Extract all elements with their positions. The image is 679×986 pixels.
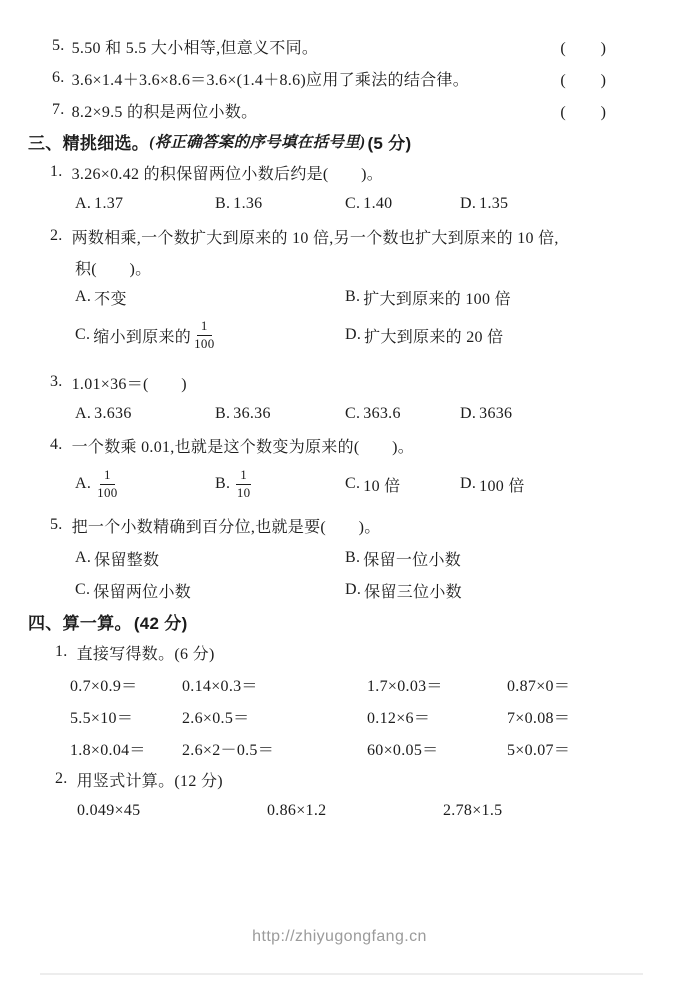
mc-question-5 bbox=[0, 508, 679, 542]
section-score: (5 分) bbox=[367, 133, 412, 153]
subquestion-2-heading bbox=[0, 764, 679, 794]
question-text: 8.2×9.5 的积是两位小数。 bbox=[71, 103, 258, 121]
option-c: C. 10 倍 bbox=[345, 475, 401, 495]
calc-item: 0.87×0＝ bbox=[507, 677, 571, 695]
question-number: 2. bbox=[50, 227, 63, 244]
calc-item: 1.8×0.04＝ bbox=[70, 741, 146, 759]
subquestion-title: 用竖式计算。(12 分) bbox=[76, 772, 223, 790]
option-c: C. 363.6 bbox=[345, 405, 401, 422]
calc-item: 7×0.08＝ bbox=[507, 709, 571, 727]
footer-url: http://zhiyugongfang.cn bbox=[252, 928, 427, 945]
mc-question-4-options bbox=[0, 460, 679, 508]
option-b: B. 保留一位小数 bbox=[345, 549, 462, 569]
section-title: 四、算一算。 bbox=[28, 613, 132, 633]
calc-item: 0.12×6＝ bbox=[367, 709, 431, 727]
mc-question-2-options-cd bbox=[0, 312, 679, 358]
mc-question-3 bbox=[0, 366, 679, 398]
option-c: C. 保留两位小数 bbox=[75, 581, 192, 601]
calc-item: 0.86×1.2 bbox=[267, 802, 327, 819]
mc-question-4 bbox=[0, 430, 679, 460]
mc-question-3-options bbox=[0, 398, 679, 430]
option-a: A. 不变 bbox=[75, 288, 127, 308]
option-a: A. 1.37 bbox=[75, 195, 124, 212]
question-number: 1. bbox=[50, 163, 63, 180]
option-d: D. 保留三位小数 bbox=[345, 581, 462, 601]
question-text: 1.01×36＝( ) bbox=[71, 375, 187, 393]
option-a: A. 保留整数 bbox=[75, 549, 160, 569]
section-instruction: (将正确答案的序号填在括号里) bbox=[149, 134, 366, 151]
subquestion-title: 直接写得数。(6 分) bbox=[76, 645, 215, 663]
answer-bracket: ( ) bbox=[560, 39, 607, 57]
option-d: D. 3636 bbox=[460, 405, 513, 422]
calc-item: 2.6×0.5＝ bbox=[182, 709, 250, 727]
section-4-heading bbox=[0, 606, 679, 636]
true-false-item-6 bbox=[0, 62, 679, 94]
option-a: A. 3.636 bbox=[75, 405, 132, 422]
question-number: 7. bbox=[52, 101, 65, 118]
true-false-item-5 bbox=[0, 30, 679, 62]
question-text: 把一个小数精确到百分位,也就是要( )。 bbox=[71, 518, 381, 536]
calc-item: 60×0.05＝ bbox=[367, 741, 439, 759]
option-d: D. 100 倍 bbox=[460, 475, 525, 495]
question-text: 3.26×0.42 的积保留两位小数后约是( )。 bbox=[71, 165, 384, 183]
question-text: 5.50 和 5.5 大小相等,但意义不同。 bbox=[71, 39, 319, 57]
calc-item: 5.5×10＝ bbox=[70, 709, 134, 727]
option-b: B. $\frac{1}{10}$ bbox=[215, 466, 251, 500]
mc-question-1-options bbox=[0, 188, 679, 220]
fraction: $\frac{1}{10}$ bbox=[236, 466, 251, 500]
mc-question-5-options-cd bbox=[0, 574, 679, 606]
section-3-heading bbox=[0, 126, 679, 156]
question-number: 3. bbox=[50, 373, 63, 390]
vertical-calc-row bbox=[0, 794, 679, 828]
question-number: 5. bbox=[52, 37, 65, 54]
question-number: 6. bbox=[52, 69, 65, 86]
question-number: 4. bbox=[50, 436, 63, 453]
answer-bracket: ( ) bbox=[560, 71, 607, 89]
option-b: B. 1.36 bbox=[215, 195, 263, 212]
calc-item: 5×0.07＝ bbox=[507, 741, 571, 759]
mc-question-5-options-ab bbox=[0, 542, 679, 574]
true-false-item-7 bbox=[0, 94, 679, 126]
option-a: A. $\frac{1}{100}$ bbox=[75, 466, 118, 500]
calc-item: 0.7×0.9＝ bbox=[70, 677, 138, 695]
question-number: 1. bbox=[55, 643, 68, 660]
answer-bracket: ( ) bbox=[560, 103, 607, 121]
option-c: C. 缩小到原来的 $\frac{1}{100}$ bbox=[75, 317, 215, 351]
calc-item: 2.78×1.5 bbox=[443, 802, 503, 819]
fraction: $\frac{1}{100}$ bbox=[194, 317, 215, 351]
calc-item: 0.049×45 bbox=[77, 802, 141, 819]
calc-row-2 bbox=[0, 700, 679, 732]
fraction: $\frac{1}{100}$ bbox=[97, 466, 118, 500]
mc-question-2 bbox=[0, 220, 679, 252]
calc-item: 1.7×0.03＝ bbox=[367, 677, 443, 695]
question-text: 3.6×1.4＋3.6×8.6＝3.6×(1.4＋8.6)应用了乘法的结合律。 bbox=[71, 71, 470, 89]
option-c: C. 1.40 bbox=[345, 195, 393, 212]
calc-item: 2.6×2－0.5＝ bbox=[182, 741, 275, 759]
calc-row-1 bbox=[0, 668, 679, 700]
calc-row-3 bbox=[0, 732, 679, 764]
question-number: 2. bbox=[55, 770, 68, 787]
option-d: D. 扩大到原来的 20 倍 bbox=[345, 326, 504, 346]
mc-question-2-options-ab bbox=[0, 282, 679, 312]
option-b: B. 扩大到原来的 100 倍 bbox=[345, 288, 511, 308]
question-text-line1: 两数相乘,一个数扩大到原来的 10 倍,另一个数也扩大到原来的 10 倍, bbox=[71, 229, 559, 247]
subquestion-1-heading bbox=[0, 636, 679, 668]
section-score: (42 分) bbox=[133, 613, 188, 633]
question-number: 5. bbox=[50, 516, 63, 533]
mc-question-2-line2 bbox=[0, 252, 679, 282]
option-b: B. 36.36 bbox=[215, 405, 271, 422]
question-text: 一个数乘 0.01,也就是这个数变为原来的( )。 bbox=[71, 438, 415, 456]
page-divider bbox=[40, 973, 643, 975]
section-title: 三、精挑细选。 bbox=[28, 133, 150, 153]
question-text-line2: 积( )。 bbox=[75, 260, 152, 278]
mc-question-1 bbox=[0, 156, 679, 188]
calc-item: 0.14×0.3＝ bbox=[182, 677, 258, 695]
option-d: D. 1.35 bbox=[460, 195, 509, 212]
